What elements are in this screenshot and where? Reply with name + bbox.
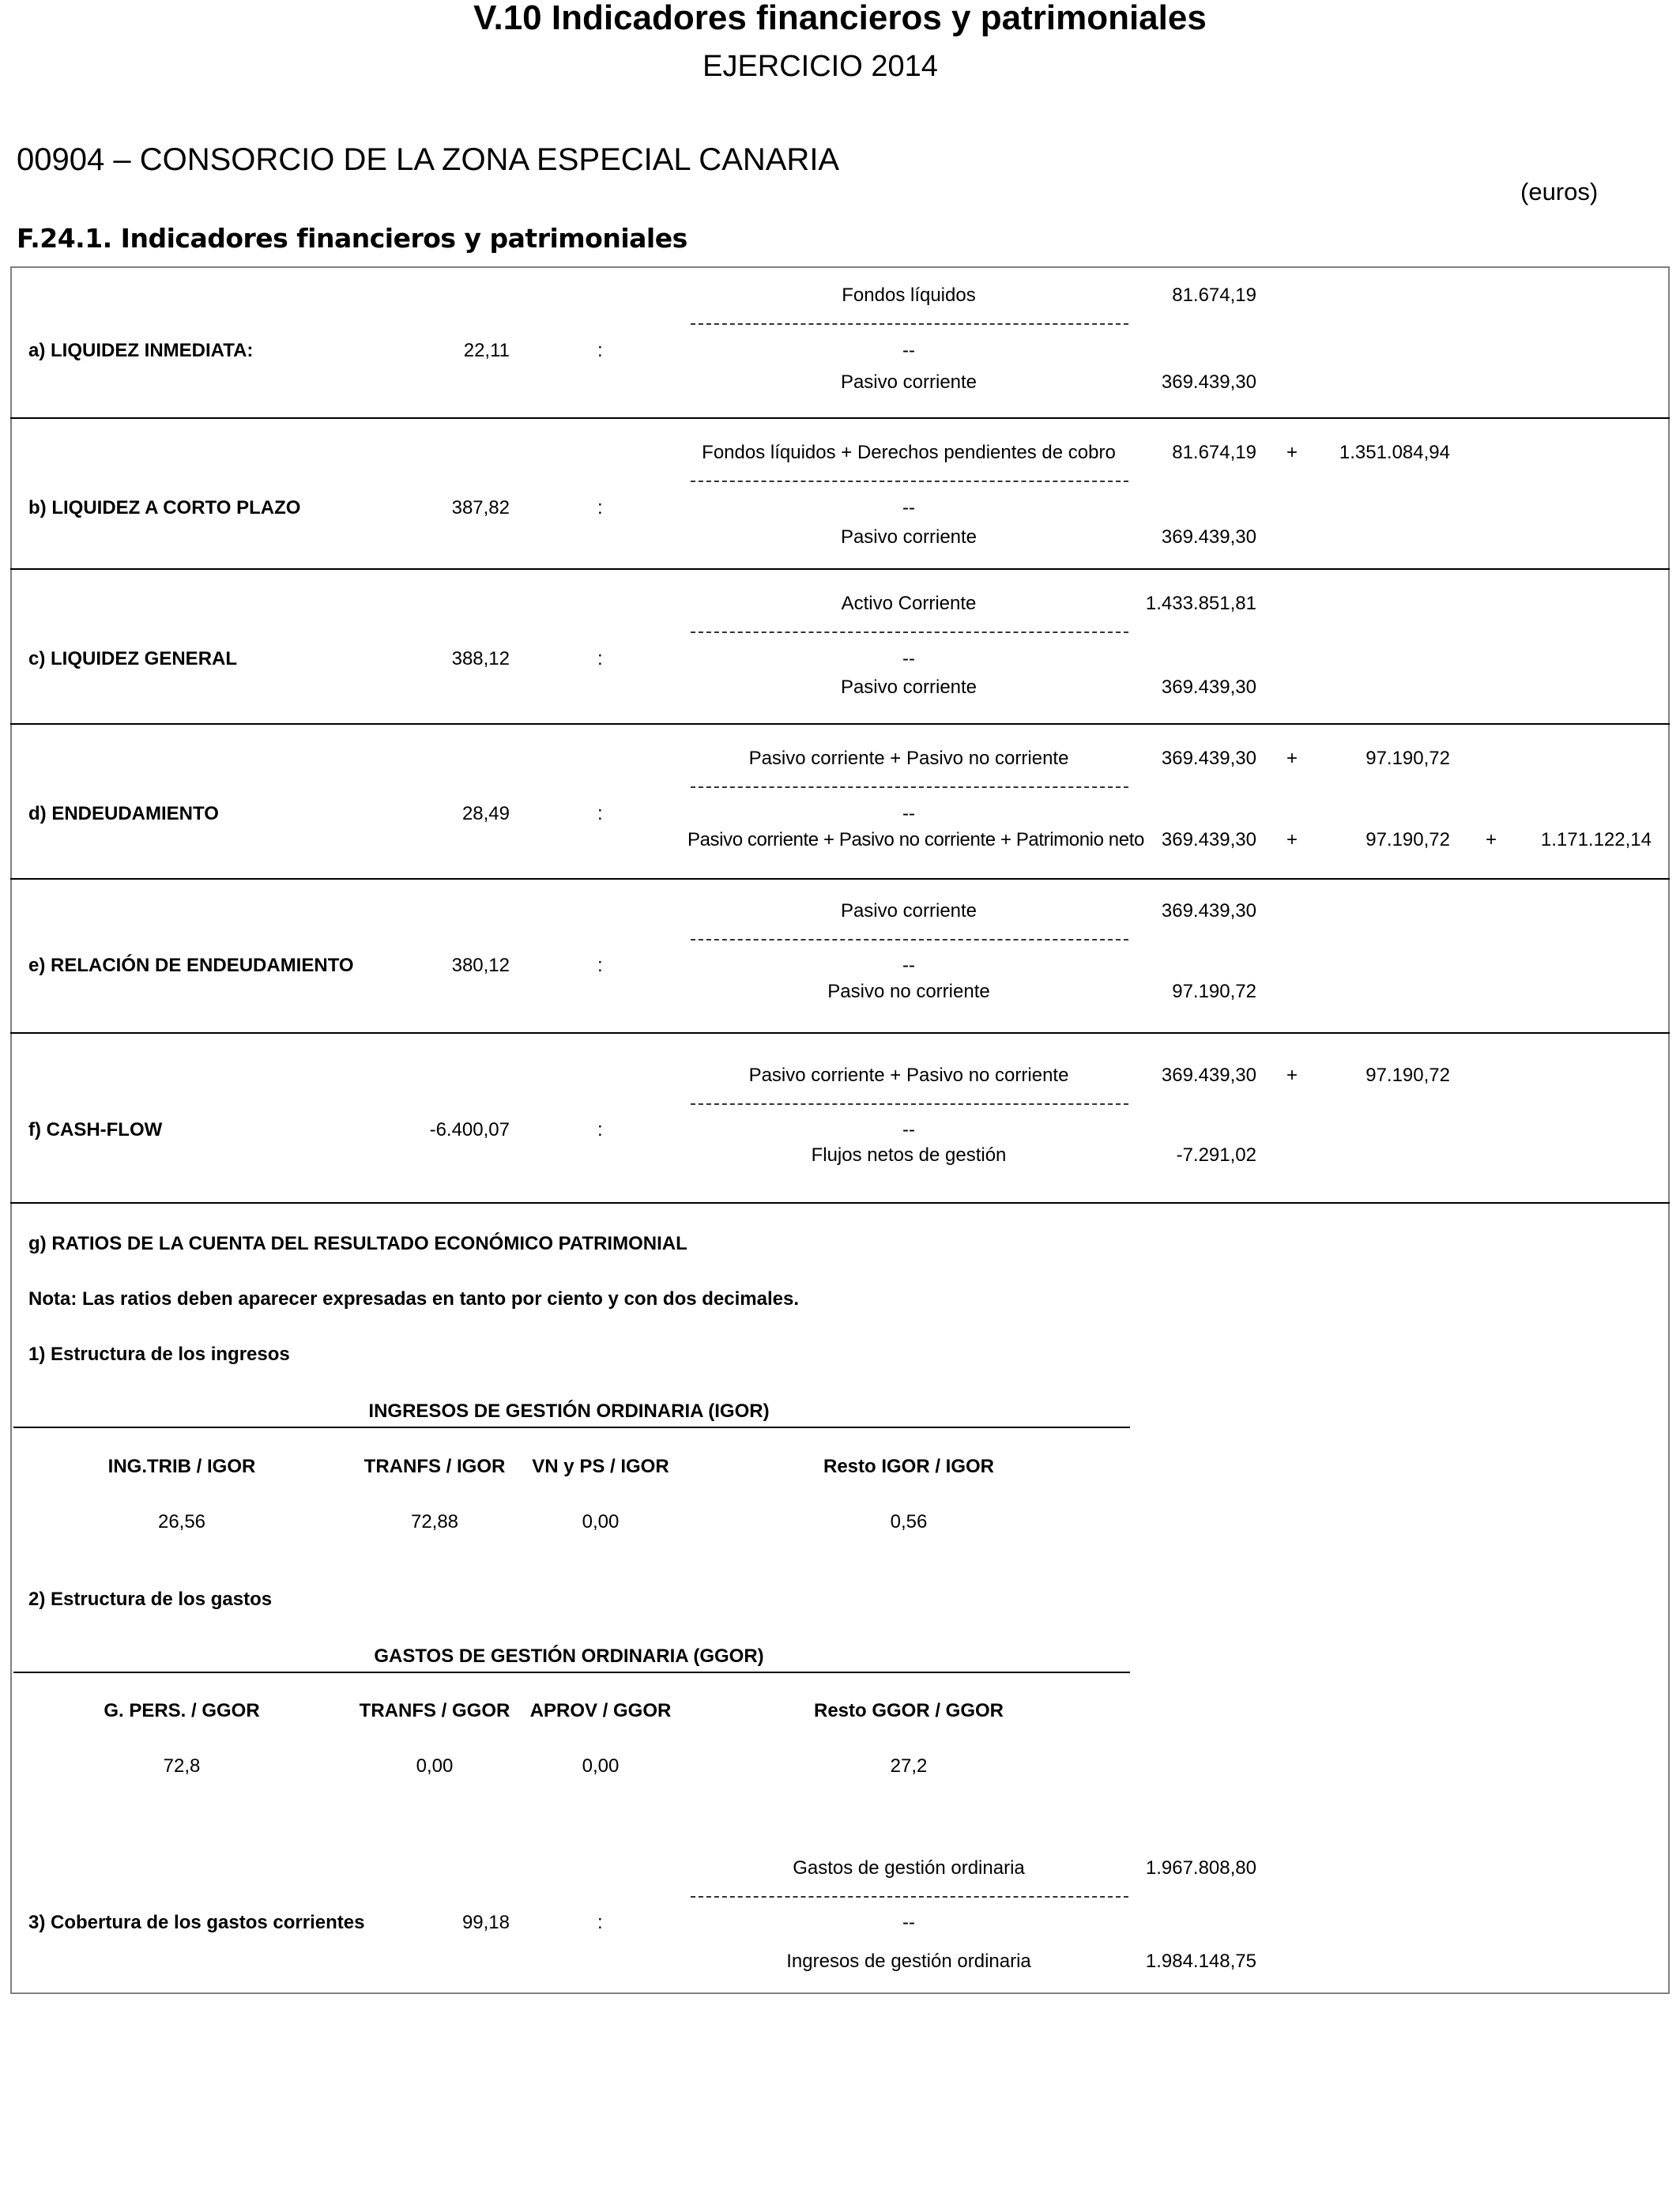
denominator-value: 1.171.122,14 <box>1540 829 1652 850</box>
income-value: 0,00 <box>582 1511 620 1532</box>
numerator-label: Fondos líquidos <box>842 285 976 306</box>
indicator-value: 28,49 <box>461 803 510 824</box>
expense-structure-heading: 2) Estructura de los gastos <box>28 1589 273 1610</box>
row-divider <box>10 417 1670 419</box>
section-title: F.24.1. Indicadores financieros y patrimoniales <box>17 223 687 254</box>
numerator-value: 1.433.851,81 <box>1145 593 1256 614</box>
expense-column-header: TRANFS / GGOR <box>359 1700 510 1721</box>
numerator-value: 1.351.084,94 <box>1339 442 1450 463</box>
indicator-label: c) LIQUIDEZ GENERAL <box>28 648 238 669</box>
numerator-label: Gastos de gestión ordinaria <box>793 1857 1025 1879</box>
numerator-value: 97.190,72 <box>1365 1065 1450 1086</box>
separator: -- <box>902 340 915 361</box>
numerator-value: 369.439,30 <box>1161 748 1256 769</box>
numerator-value: 369.439,30 <box>1161 900 1256 922</box>
indicator-label: b) LIQUIDEZ A CORTO PLAZO <box>28 497 301 518</box>
plus-sign: + <box>1286 748 1298 769</box>
row-divider <box>10 1202 1670 1204</box>
denominator-value: 369.439,30 <box>1161 526 1256 548</box>
expense-value: 27,2 <box>890 1755 928 1777</box>
colon: : <box>597 955 603 976</box>
numerator-label: Pasivo corriente + Pasivo no corriente <box>748 1065 1069 1086</box>
ratios-title: g) RATIOS DE LA CUENTA DEL RESULTADO ECONÓMICO PATRIMONIAL <box>28 1233 687 1254</box>
expense-group-header: GASTOS DE GESTIÓN ORDINARIA (GGOR) <box>374 1646 764 1667</box>
page-title: V.10 Indicadores financieros y patrimoniales <box>473 0 1207 37</box>
fraction-line <box>691 481 1128 482</box>
fraction-line <box>691 1896 1128 1898</box>
colon: : <box>597 340 603 361</box>
denominator-value: 369.439,30 <box>1161 677 1256 698</box>
denominator-label: Pasivo no corriente <box>827 981 990 1002</box>
numerator-label: Pasivo corriente + Pasivo no corriente <box>748 748 1069 769</box>
indicator-label: f) CASH-FLOW <box>28 1119 163 1140</box>
denominator-value: 1.984.148,75 <box>1145 1951 1256 1972</box>
fiscal-year: EJERCICIO 2014 <box>703 50 938 83</box>
numerator-value: 81.674,19 <box>1172 442 1256 463</box>
plus-sign: + <box>1286 829 1298 850</box>
row-divider <box>10 878 1670 880</box>
indicator-label: a) LIQUIDEZ INMEDIATA: <box>28 340 254 361</box>
income-column-header: TRANFS / IGOR <box>363 1456 506 1477</box>
units-label: (euros) <box>1520 178 1599 205</box>
fraction-line <box>691 786 1128 788</box>
separator: -- <box>902 955 915 976</box>
numerator-value: 1.967.808,80 <box>1145 1857 1256 1879</box>
fraction-line <box>691 631 1128 633</box>
separator: -- <box>902 1119 915 1140</box>
expense-column-header: Resto GGOR / GGOR <box>813 1700 1004 1721</box>
income-value: 26,56 <box>157 1511 206 1532</box>
separator: -- <box>902 803 915 824</box>
fraction-line <box>691 939 1128 941</box>
ratios-note: Nota: Las ratios deben aparecer expresadas en tanto por ciento y con dos decimales. <box>28 1288 799 1310</box>
numerator-value: 369.439,30 <box>1161 1065 1256 1086</box>
denominator-label: Pasivo corriente <box>840 371 977 393</box>
denominator-value: 97.190,72 <box>1172 981 1256 1002</box>
indicator-label: 3) Cobertura de los gastos corrientes <box>28 1912 365 1933</box>
indicator-value: 99,18 <box>461 1912 510 1933</box>
indicator-value: 380,12 <box>451 955 510 976</box>
indicator-value: 388,12 <box>451 648 510 669</box>
separator: -- <box>902 497 915 518</box>
expense-column-header: APROV / GGOR <box>529 1700 672 1721</box>
numerator-value: 97.190,72 <box>1365 748 1450 769</box>
colon: : <box>597 803 603 824</box>
colon: : <box>597 497 603 518</box>
income-structure-heading: 1) Estructura de los ingresos <box>28 1344 290 1365</box>
numerator-label: Fondos líquidos + Derechos pendientes de cobro <box>702 442 1116 463</box>
denominator-value: -7.291,02 <box>1176 1144 1256 1166</box>
indicator-label: e) RELACIÓN DE ENDEUDAMIENTO <box>28 955 354 976</box>
entity-name: 00904 – CONSORCIO DE LA ZONA ESPECIAL CANARIA <box>17 142 840 177</box>
denominator-value: 369.439,30 <box>1161 371 1256 393</box>
indicator-value: -6.400,07 <box>429 1119 510 1140</box>
denominator-value: 97.190,72 <box>1365 829 1450 850</box>
income-column-header: Resto IGOR / IGOR <box>823 1456 995 1477</box>
fraction-line <box>691 323 1128 325</box>
colon: : <box>597 1119 603 1140</box>
income-column-header: ING.TRIB / IGOR <box>107 1456 256 1477</box>
separator: -- <box>902 1912 915 1933</box>
denominator-label: Pasivo corriente <box>840 526 977 548</box>
colon: : <box>597 648 603 669</box>
income-group-header: INGRESOS DE GESTIÓN ORDINARIA (IGOR) <box>368 1400 770 1422</box>
row-divider <box>10 568 1670 570</box>
numerator-label: Pasivo corriente <box>840 900 977 922</box>
expense-value: 0,00 <box>416 1755 454 1777</box>
denominator-label: Pasivo corriente <box>840 677 977 698</box>
expense-value: 72,8 <box>163 1755 201 1777</box>
plus-sign: + <box>1486 829 1497 850</box>
plus-sign: + <box>1286 1065 1298 1086</box>
row-divider <box>10 1032 1670 1034</box>
indicator-label: d) ENDEUDAMIENTO <box>28 803 219 824</box>
numerator-label: Activo Corriente <box>841 593 977 614</box>
group-underline <box>13 1427 1130 1428</box>
denominator-value: 369.439,30 <box>1161 829 1256 850</box>
plus-sign: + <box>1286 442 1298 463</box>
colon: : <box>597 1912 603 1933</box>
denominator-label: Flujos netos de gestión <box>811 1144 1007 1166</box>
income-value: 72,88 <box>410 1511 459 1532</box>
income-column-header: VN y PS / IGOR <box>532 1456 669 1477</box>
fraction-line <box>691 1103 1128 1105</box>
denominator-label: Pasivo corriente + Pasivo no corriente + Patrimonio neto <box>687 829 1144 850</box>
separator: -- <box>902 648 915 669</box>
numerator-value: 81.674,19 <box>1172 285 1256 306</box>
group-underline <box>13 1672 1130 1673</box>
expense-value: 0,00 <box>582 1755 620 1777</box>
indicator-value: 387,82 <box>451 497 510 518</box>
income-value: 0,56 <box>890 1511 928 1532</box>
row-divider <box>10 723 1670 725</box>
denominator-label: Ingresos de gestión ordinaria <box>786 1951 1031 1972</box>
expense-column-header: G. PERS. / GGOR <box>104 1700 260 1721</box>
indicator-value: 22,11 <box>463 340 510 361</box>
